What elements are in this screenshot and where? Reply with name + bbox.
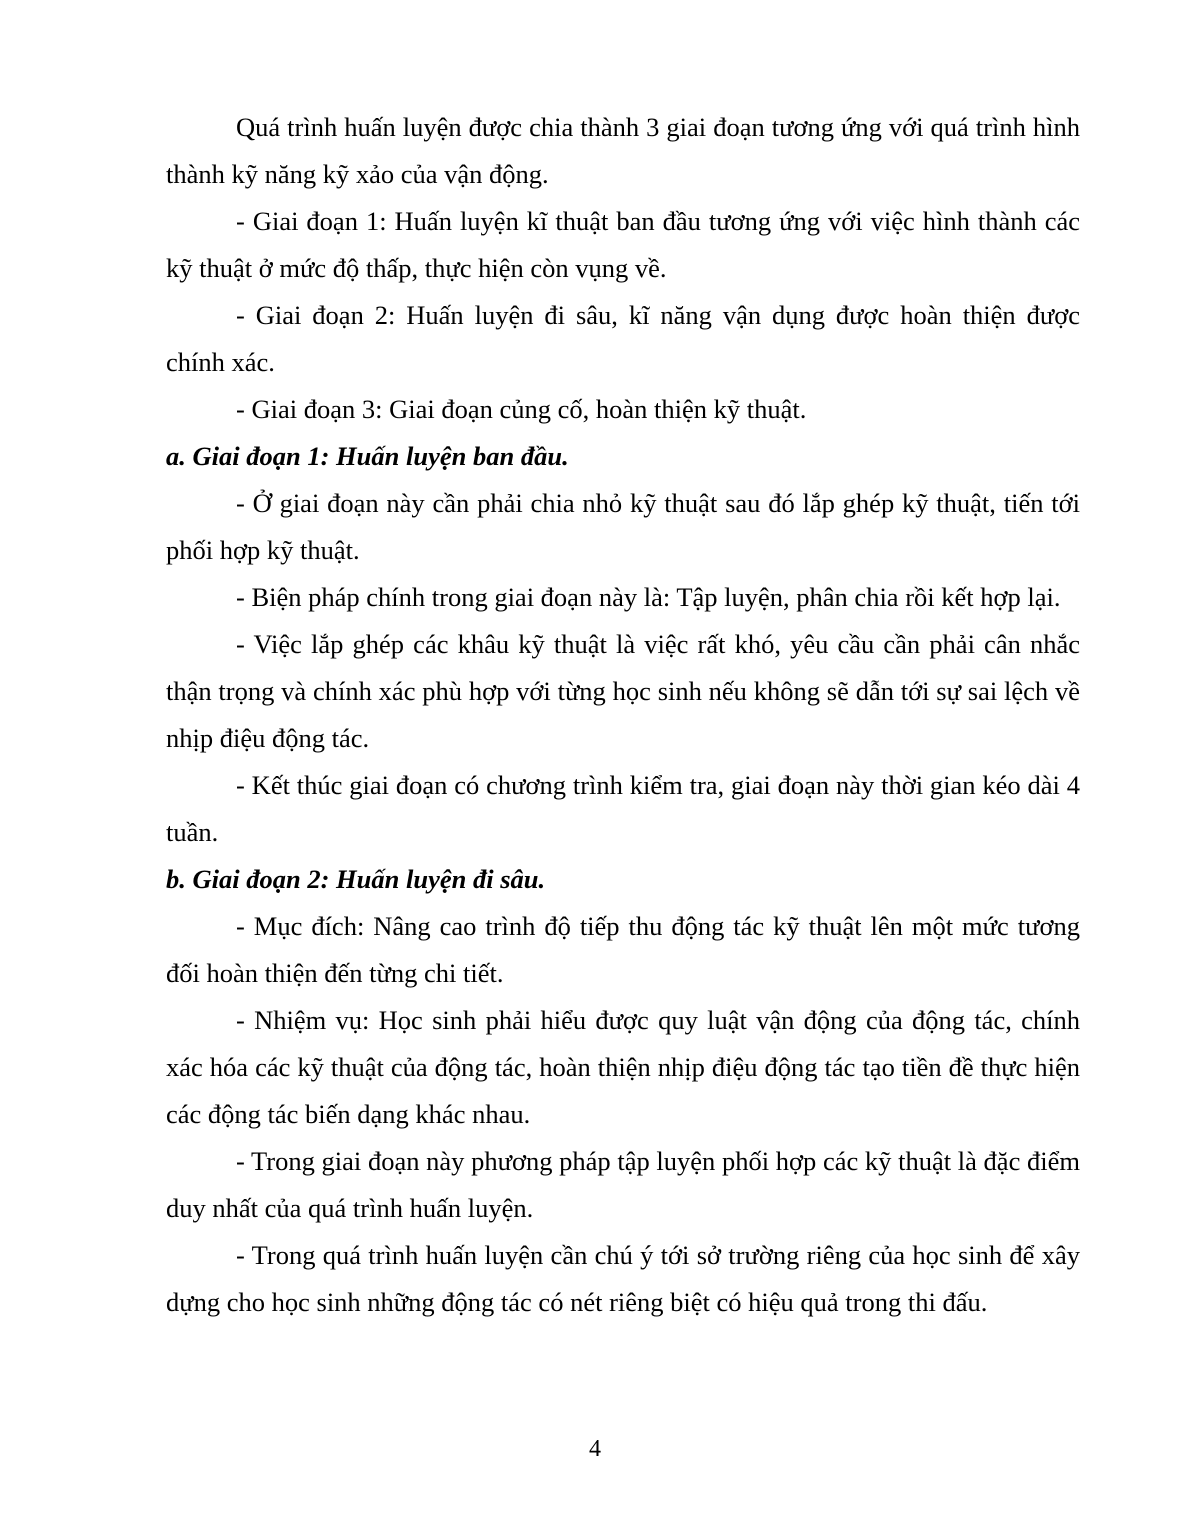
section-a-paragraph: - Kết thúc giai đoạn có chương trình kiểm tra, giai đoạn này thời gian kéo dài 4 tuần. bbox=[166, 770, 1080, 847]
intro-paragraph: Quá trình huấn luyện được chia thành 3 giai đoạn tương ứng với quá trình hình thành kỹ năng kỹ xảo của vận động. bbox=[166, 112, 1080, 189]
section-b-paragraph: - Trong quá trình huấn luyện cần chú ý tới sở trường riêng của học sinh để xây dựng cho học sinh những động tác có nét riêng biệt có hiệu quả trong thi đấu. bbox=[166, 1240, 1080, 1317]
stage-2-summary: - Giai đoạn 2: Huấn luyện đi sâu, kĩ năng vận dụng được hoàn thiện được chính xác. bbox=[166, 300, 1080, 377]
section-b-paragraph: - Nhiệm vụ: Học sinh phải hiểu được quy luật vận động của động tác, chính xác hóa các kỹ thuật của động tác, hoàn thiện nhịp điệu động tác tạo tiền đề thực hiện các động tác biến dạng khác nhau. bbox=[166, 1005, 1080, 1129]
page-number: 4 bbox=[589, 1436, 601, 1462]
section-a-paragraph: - Ở giai đoạn này cần phải chia nhỏ kỹ thuật sau đó lắp ghép kỹ thuật, tiến tới phối hợp kỹ thuật. bbox=[166, 488, 1080, 565]
section-b-paragraph: - Mục đích: Nâng cao trình độ tiếp thu động tác kỹ thuật lên một mức tương đối hoàn thiện đến từng chi tiết. bbox=[166, 911, 1080, 988]
section-a-paragraph: - Biện pháp chính trong giai đoạn này là: Tập luyện, phân chia rồi kết hợp lại. bbox=[236, 582, 1061, 612]
section-a-heading: a. Giai đoạn 1: Huấn luyện ban đầu. bbox=[166, 441, 569, 471]
stage-1-summary: - Giai đoạn 1: Huấn luyện kĩ thuật ban đầu tương ứng với việc hình thành các kỹ thuật ở mức độ thấp, thực hiện còn vụng về. bbox=[166, 206, 1080, 283]
stage-3-summary: - Giai đoạn 3: Giai đoạn củng cố, hoàn thiện kỹ thuật. bbox=[236, 394, 807, 424]
page-body bbox=[166, 104, 1080, 1326]
section-b-heading: b. Giai đoạn 2: Huấn luyện đi sâu. bbox=[166, 864, 546, 894]
section-a-paragraph: - Việc lắp ghép các khâu kỹ thuật là việc rất khó, yêu cầu cần phải cân nhắc thận trọng và chính xác phù hợp với từng học sinh nếu không sẽ dẫn tới sự sai lệch về nhịp điệu động tác. bbox=[166, 629, 1080, 753]
section-b-paragraph: - Trong giai đoạn này phương pháp tập luyện phối hợp các kỹ thuật là đặc điểm duy nhất của quá trình huấn luyện. bbox=[166, 1146, 1080, 1223]
